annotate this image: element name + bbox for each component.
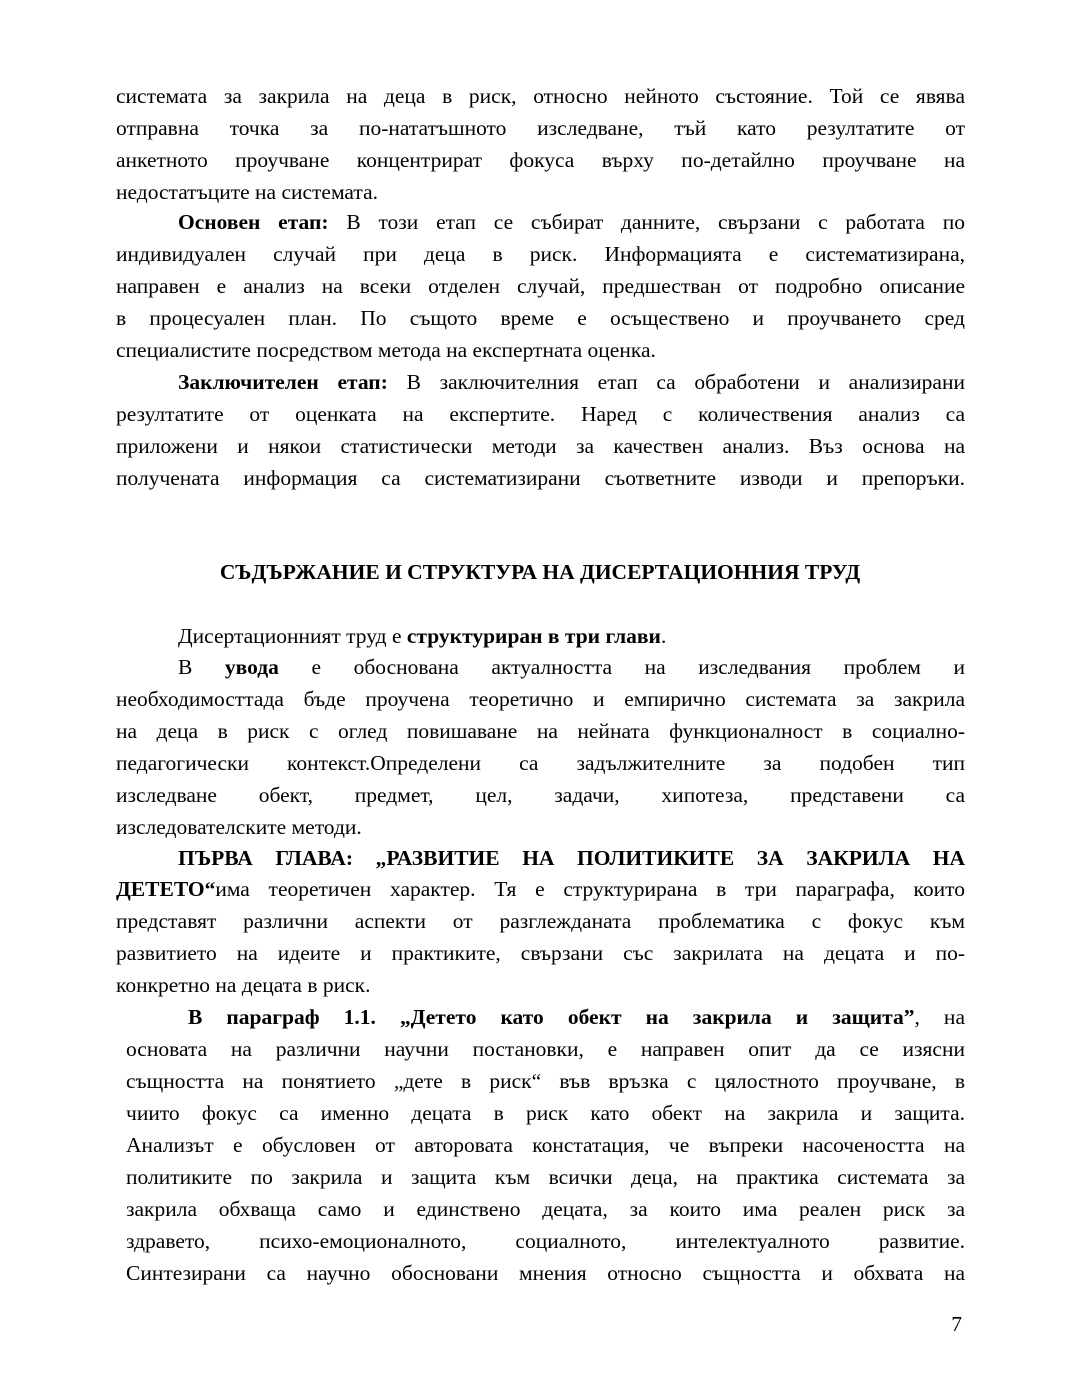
body-line: същността на понятието „дете в риск“ във връзка с цялостното проучване, в bbox=[126, 1069, 965, 1093]
final-stage-first-line bbox=[178, 366, 965, 398]
body-line: отправна точка за по-нататъшното изследване, тъй като резултатите от bbox=[116, 116, 965, 140]
main-stage-label: Основен етап: bbox=[178, 210, 329, 234]
structure-suffix: . bbox=[660, 624, 667, 648]
final-stage-first-text: В заключителния етап са обработени и анализирани bbox=[387, 370, 965, 394]
body-line: приложени и някои статистически методи за качествен анализ. Въз основа на bbox=[116, 434, 965, 458]
body-line: изследователските методи. bbox=[116, 815, 362, 839]
body-line: системата за закрила на деца в риск, относно нейното състояние. Той се явява bbox=[116, 84, 965, 108]
body-line: направен е анализ на всеки отделен случай, предшестван от подробно описание bbox=[116, 274, 965, 298]
chapter-one-title: ПЪРВА ГЛАВА: „РАЗВИТИЕ НА ПОЛИТИКИТЕ ЗА ЗАКРИЛА НА bbox=[178, 846, 965, 870]
page-number: 7 bbox=[951, 1312, 962, 1336]
structure-bold: структуриран в три глави bbox=[406, 624, 661, 648]
intro-bold: увода bbox=[224, 655, 279, 679]
section-heading: СЪДЪРЖАНИЕ И СТРУКТУРА НА ДИСЕРТАЦИОННИЯ ТРУД bbox=[219, 560, 861, 584]
body-line: закрила обхваща само и единствено децата, за които има реален риск за bbox=[126, 1197, 965, 1221]
body-line: основата на различни научни постановки, е направен опит да се изясни bbox=[126, 1037, 965, 1061]
body-line: анкетното проучване концентрират фокуса върху по-детайлно проучване на bbox=[116, 148, 965, 172]
body-line: недостатъците на системата. bbox=[116, 180, 378, 204]
body-line: чиито фокус са именно децата в риск като обект на закрила и защита. bbox=[126, 1101, 965, 1125]
intro-prefix: В bbox=[178, 655, 225, 679]
paragraph-1-1-first-rest: , на bbox=[914, 1005, 965, 1029]
body-line: получената информация са систематизирани съответните изводи и препоръки. bbox=[116, 466, 965, 490]
final-stage-label: Заключителен етап: bbox=[178, 370, 388, 394]
body-line: здравето, психо-емоционалното, социалното, интелектуалното развитие. bbox=[126, 1229, 965, 1253]
body-line: развитието на идеите и практиките, свързани със закрилата на децата и по- bbox=[116, 941, 965, 965]
body-line: конкретно на децата в риск. bbox=[116, 973, 371, 997]
body-line: в процесуален план. По същото време е осъществено и проучването сред bbox=[116, 306, 965, 330]
paragraph-1-1-first-line bbox=[188, 1001, 965, 1033]
main-stage-first-text: В този етап се събират данните, свързани с работата по bbox=[328, 210, 965, 234]
body-line: педагогически контекст.Определени са задължителните за подобен тип bbox=[116, 751, 965, 775]
chapter-one-second-line bbox=[116, 873, 965, 905]
body-line: представят различни аспекти от разглежданата проблематика с фокус към bbox=[116, 909, 965, 933]
body-line: Синтезирани са научно обосновани мнения относно същността и обхвата на bbox=[126, 1261, 965, 1285]
body-line: резултатите от оценката на експертите. Наред с количествения анализ са bbox=[116, 402, 965, 426]
intro-first-rest: е обоснована актуалността на изследвания проблем и bbox=[278, 655, 965, 679]
body-line: на деца в риск с оглед повишаване на нейната функционалност в социално- bbox=[116, 719, 965, 743]
chapter-one-title-end: ДЕТЕТО“ bbox=[116, 877, 216, 901]
body-line: изследване обект, предмет, цел, задачи, хипотеза, представени са bbox=[116, 783, 965, 807]
structure-line bbox=[178, 620, 666, 652]
main-stage-first-line bbox=[178, 206, 965, 238]
structure-prefix: Дисертационният труд е bbox=[178, 624, 407, 648]
body-line: индивидуален случай при деца в риск. Информацията е систематизирана, bbox=[116, 242, 965, 266]
body-line: Анализът е обусловен от авторовата констатация, че въпреки насочеността на bbox=[126, 1133, 965, 1157]
chapter-one-second-rest: има теоретичен характер. Тя е структурирана в три параграфа, които bbox=[215, 877, 965, 901]
paragraph-1-1-title: В параграф 1.1. „Детето като обект на закрила и защита” bbox=[188, 1005, 915, 1029]
body-line: политиките по закрила и защита към всички деца, на практика системата за bbox=[126, 1165, 965, 1189]
intro-chapter-first-line bbox=[178, 651, 965, 683]
body-line: необходимосттада бъде проучена теоретично и емпирично системата за закрила bbox=[116, 687, 965, 711]
body-line: специалистите посредством метода на експертната оценка. bbox=[116, 338, 656, 362]
